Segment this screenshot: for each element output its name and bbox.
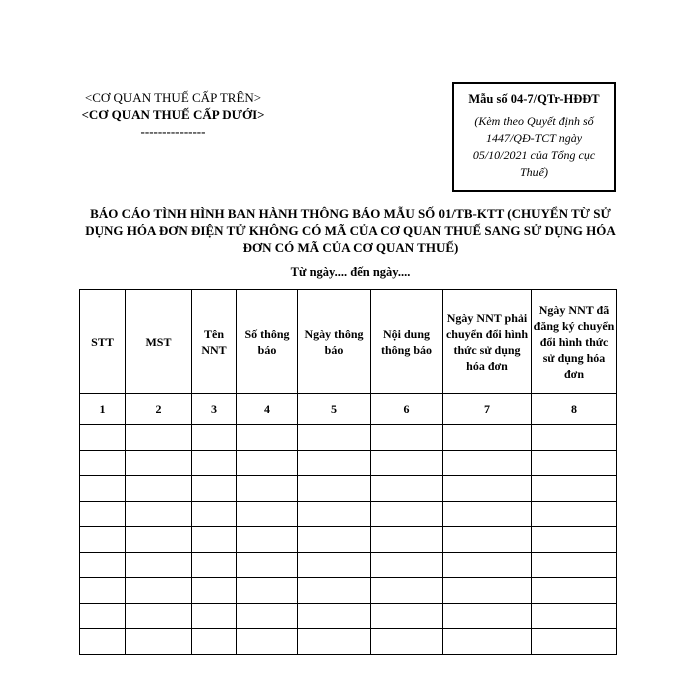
table-cell xyxy=(80,476,126,502)
table-cell xyxy=(443,578,532,604)
header-stt: STT xyxy=(80,290,126,394)
table-cell xyxy=(80,578,126,604)
table-cell xyxy=(371,425,443,451)
header-ten-nnt: Tên NNT xyxy=(192,290,237,394)
header-ngay-da-dang-ky: Ngày NNT đã đăng ký chuyển đổi hình thức sử dụng hóa đơn xyxy=(532,290,617,394)
table-cell xyxy=(192,425,237,451)
table-row xyxy=(80,476,617,502)
table-cell xyxy=(443,476,532,502)
table-cell xyxy=(298,425,371,451)
table-cell xyxy=(192,578,237,604)
table-cell xyxy=(237,578,298,604)
table-cell xyxy=(298,629,371,655)
column-number: 6 xyxy=(371,394,443,425)
table-cell xyxy=(443,629,532,655)
table-cell xyxy=(80,629,126,655)
header-ngay-thong-bao: Ngày thông báo xyxy=(298,290,371,394)
table-cell xyxy=(443,527,532,553)
table-cell xyxy=(80,603,126,629)
report-title: BÁO CÁO TÌNH HÌNH BAN HÀNH THÔNG BÁO MẪU SỐ 01/TB-KTT (CHUYỂN TỪ SỬ DỤNG HÓA ĐƠN ĐIỆN TỬ KHÔNG CÓ MÃ CỦA CƠ QUAN THUẾ SANG SỬ DỤNG HÓA ĐƠN CÓ MÃ CỦA CƠ QUAN THUẾ) xyxy=(85,206,616,255)
table-cell xyxy=(126,425,192,451)
table-cell xyxy=(80,527,126,553)
header-noi-dung-thong-bao: Nội dung thông báo xyxy=(371,290,443,394)
column-number: 8 xyxy=(532,394,617,425)
table-cell xyxy=(80,425,126,451)
column-number: 7 xyxy=(443,394,532,425)
table-row xyxy=(80,425,617,451)
table-cell xyxy=(371,476,443,502)
table-cell xyxy=(298,603,371,629)
table-cell xyxy=(126,603,192,629)
table-cell xyxy=(192,450,237,476)
table-row xyxy=(80,527,617,553)
agency-separator: --------------- xyxy=(140,124,206,139)
subordinate-agency-label: <CƠ QUAN THUẾ CẤP DƯỚI> xyxy=(81,107,265,122)
header-ngay-phai-chuyen-doi: Ngày NNT phải chuyển đổi hình thức sử dụng hóa đơn xyxy=(443,290,532,394)
table-cell xyxy=(237,450,298,476)
superior-agency-label: <CƠ QUAN THUẾ CẤP TRÊN> xyxy=(84,90,262,105)
table-cell xyxy=(532,527,617,553)
table-row xyxy=(80,552,617,578)
table-cell xyxy=(532,476,617,502)
table-row xyxy=(80,629,617,655)
table-cell xyxy=(192,501,237,527)
table-cell xyxy=(443,450,532,476)
agency-header xyxy=(78,89,268,140)
table-cell xyxy=(532,425,617,451)
header-so-thong-bao: Số thông báo xyxy=(237,290,298,394)
table-cell xyxy=(237,476,298,502)
table-cell xyxy=(192,476,237,502)
header-mst: MST xyxy=(126,290,192,394)
table-cell xyxy=(298,552,371,578)
table-cell xyxy=(237,603,298,629)
table-cell xyxy=(298,476,371,502)
table-cell xyxy=(443,501,532,527)
table-cell xyxy=(192,629,237,655)
column-number-row xyxy=(80,394,617,425)
form-decision-note: (Kèm theo Quyết định số 1447/QĐ-TCT ngày 05/10/2021 của Tổng cục Thuế) xyxy=(472,114,596,179)
table-cell xyxy=(298,501,371,527)
table-cell xyxy=(371,527,443,553)
table-cell xyxy=(126,629,192,655)
table-row xyxy=(80,578,617,604)
table-row xyxy=(80,501,617,527)
form-code-box xyxy=(452,82,616,192)
table-cell xyxy=(298,578,371,604)
table-cell xyxy=(80,450,126,476)
table-cell xyxy=(126,501,192,527)
table-row xyxy=(80,603,617,629)
form-code: Mẫu số 04-7/QTr-HĐĐT xyxy=(468,92,600,106)
table-row xyxy=(80,450,617,476)
table-cell xyxy=(371,603,443,629)
table-cell xyxy=(80,501,126,527)
table-cell xyxy=(126,527,192,553)
table-cell xyxy=(371,552,443,578)
table-cell xyxy=(371,578,443,604)
table-cell xyxy=(237,501,298,527)
table-cell xyxy=(532,603,617,629)
table-cell xyxy=(237,527,298,553)
table-cell xyxy=(192,603,237,629)
table-cell xyxy=(126,476,192,502)
table-cell xyxy=(237,425,298,451)
table-cell xyxy=(532,578,617,604)
table-cell xyxy=(298,527,371,553)
column-number: 2 xyxy=(126,394,192,425)
column-number: 5 xyxy=(298,394,371,425)
report-date-range: Từ ngày.... đến ngày.... xyxy=(290,265,411,279)
table-cell xyxy=(443,552,532,578)
column-number: 1 xyxy=(80,394,126,425)
table-cell xyxy=(126,578,192,604)
column-number: 3 xyxy=(192,394,237,425)
table-cell xyxy=(237,552,298,578)
table-header-row xyxy=(80,290,617,394)
table-cell xyxy=(80,552,126,578)
table-cell xyxy=(532,552,617,578)
table-cell xyxy=(532,629,617,655)
table-cell xyxy=(371,629,443,655)
table-cell xyxy=(298,450,371,476)
table-cell xyxy=(532,450,617,476)
table-cell xyxy=(192,527,237,553)
table-cell xyxy=(532,501,617,527)
table-cell xyxy=(371,501,443,527)
table-cell xyxy=(126,450,192,476)
table-cell xyxy=(126,552,192,578)
table-cell xyxy=(443,603,532,629)
table-cell xyxy=(371,450,443,476)
table-cell xyxy=(443,425,532,451)
column-number: 4 xyxy=(237,394,298,425)
table-cell xyxy=(192,552,237,578)
table-cell xyxy=(237,629,298,655)
report-table xyxy=(79,289,617,655)
